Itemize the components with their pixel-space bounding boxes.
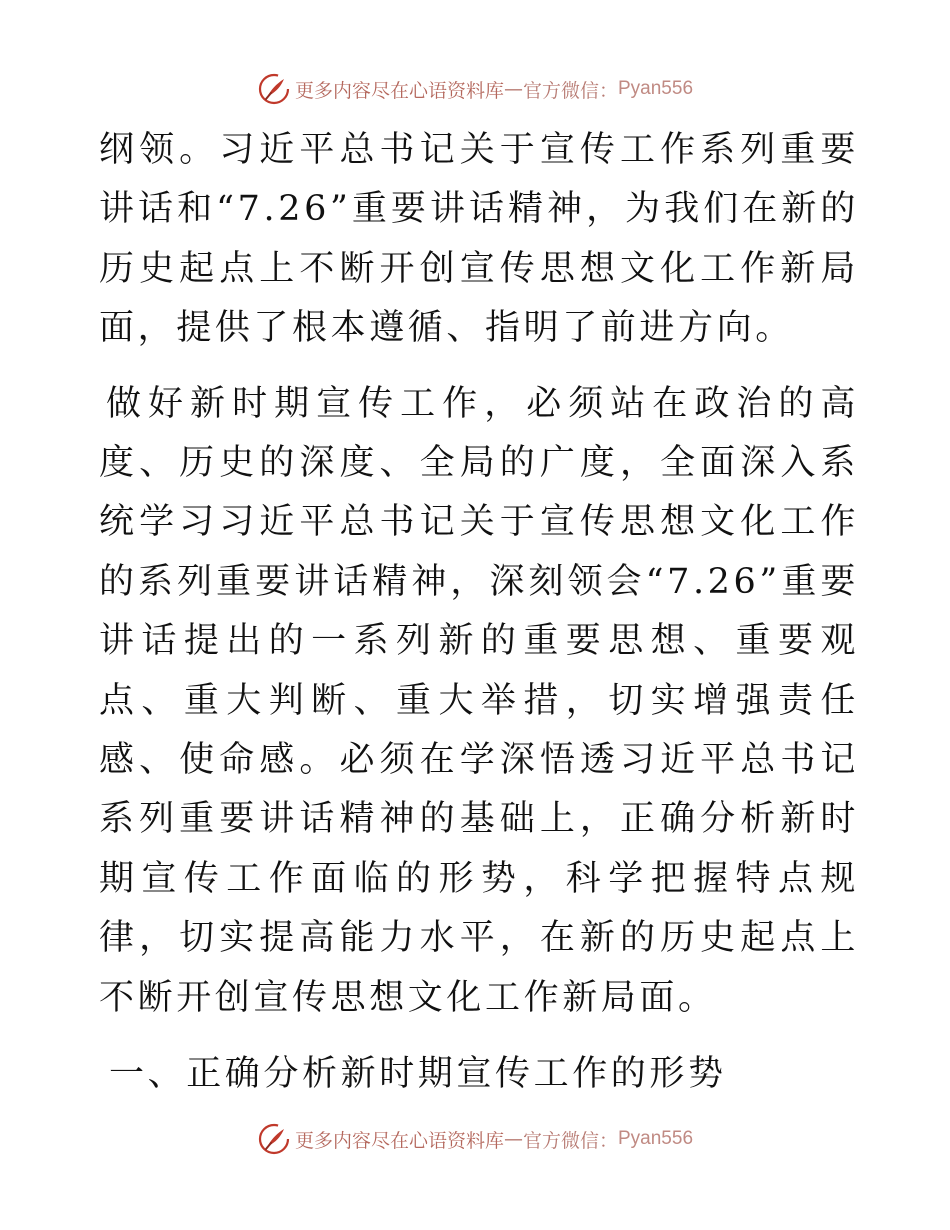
watermark-separator: —	[503, 78, 523, 100]
header-watermark	[0, 72, 950, 106]
paragraph-2: 做好新时期宣传工作，必须站在政治的高度、历史的深度、全局的广度，全面深入系统学习习近平总书记关于宣传思想文化工作的系列重要讲话精神，深刻领会“7.26”重要讲话提出的一系列新的重要思想、重要观点、重大判断、重大举措，切实增强责任感、使命感。必须在学深悟透习近平总书记系列重要讲话精神的基础上，正确分析新时期宣传工作面临的形势，科学把握特点规律，切实提高能力水平，在新的历史起点上不断开创宣传思想文化工作新局面。	[99, 383, 859, 1018]
document-body	[99, 121, 859, 1105]
watermark-wechat-id: Pyan556	[618, 78, 694, 99]
watermark-wechat-id: Pyan556	[618, 1128, 694, 1149]
watermark-main-text: 更多内容尽在心语资料库	[294, 1129, 504, 1152]
watermark-main-text: 更多内容尽在心语资料库	[294, 79, 504, 102]
watermark-wechat-label: 官方微信：	[522, 1129, 618, 1152]
feather-pen-logo-icon	[257, 1122, 291, 1156]
paragraph-1: 纲领。习近平总书记关于宣传工作系列重要讲话和“7.26”重要讲话精神，为我们在新的历史起点上不断开创宣传思想文化工作新局面，提供了根本遵循、指明了前进方向。	[99, 130, 859, 349]
footer-watermark	[0, 1122, 950, 1156]
section-heading: 一、正确分析新时期宣传工作的形势	[109, 1054, 727, 1095]
watermark-separator: —	[503, 1128, 523, 1150]
watermark-wechat-label: 官方微信：	[522, 79, 618, 102]
feather-pen-logo-icon	[257, 72, 291, 106]
